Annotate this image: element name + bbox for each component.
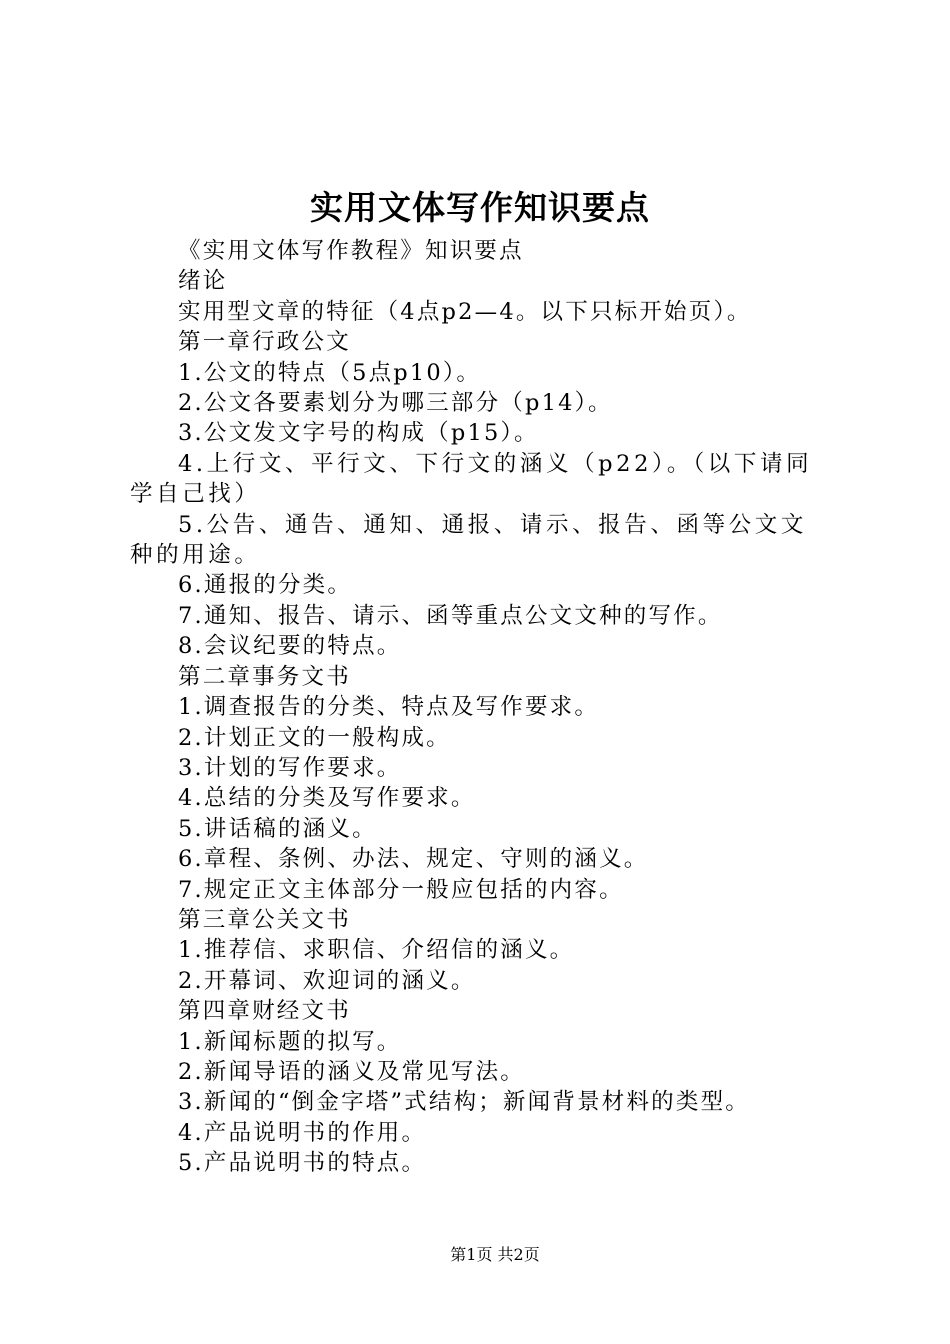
list-item: 1.推荐信、求职信、介绍信的涵义。 [178, 937, 575, 964]
section-heading: 第二章事务文书 [178, 663, 351, 690]
list-item: 7.规定正文主体部分一般应包括的内容。 [178, 876, 624, 903]
list-item: 6.章程、条例、办法、规定、守则的涵义。 [178, 846, 649, 873]
list-item: 2.公文各要素划分为哪三部分（p14）。 [178, 390, 613, 417]
section-heading: 第一章行政公文 [178, 329, 351, 356]
list-item: 3.公文发文字号的构成（p15）。 [178, 420, 539, 447]
list-item: 1.公文的特点（5点p10）。 [178, 359, 482, 386]
list-item: 1.调查报告的分类、特点及写作要求。 [178, 694, 600, 721]
list-item: 5.公告、通告、通知、通报、请示、报告、函等公文文种的用途。 [130, 511, 807, 569]
section-heading: 第三章公关文书 [178, 906, 351, 933]
section-heading: 第四章财经文书 [178, 998, 351, 1025]
list-item: 2.新闻导语的涵义及常见写法。 [178, 1058, 525, 1085]
list-item: 4.总结的分类及写作要求。 [178, 785, 476, 812]
page-footer: 第1页 共2页 [450, 1245, 540, 1264]
page-title: 实用文体写作知识要点 [310, 188, 650, 227]
paragraph: 实用型文章的特征（4点p2—4。以下只标开始页）。 [178, 298, 752, 325]
list-item: 8.会议纪要的特点。 [178, 633, 402, 660]
list-item: 4.产品说明书的作用。 [178, 1119, 427, 1146]
paragraph: 绪论 [178, 268, 228, 295]
list-item: 3.计划的写作要求。 [178, 754, 402, 781]
list-item: 5.产品说明书的特点。 [178, 1150, 427, 1177]
list-item: 2.计划正文的一般构成。 [178, 724, 451, 751]
list-item: 7.通知、报告、请示、函等重点公文文种的写作。 [178, 602, 723, 629]
list-item: 6.通报的分类。 [178, 572, 353, 599]
paragraph: 《实用文体写作教程》知识要点 [178, 238, 524, 264]
list-item: 4.上行文、平行文、下行文的涵义（p22）。（以下请同学自己找） [130, 450, 813, 508]
document-body [130, 236, 830, 1179]
list-item: 2.开幕词、欢迎词的涵义。 [178, 967, 476, 994]
list-item: 5.讲话稿的涵义。 [178, 815, 377, 842]
list-item: 3.新闻的“倒金字塔”式结构；新闻背景材料的类型。 [178, 1089, 750, 1116]
list-item: 1.新闻标题的拟写。 [178, 1028, 402, 1055]
